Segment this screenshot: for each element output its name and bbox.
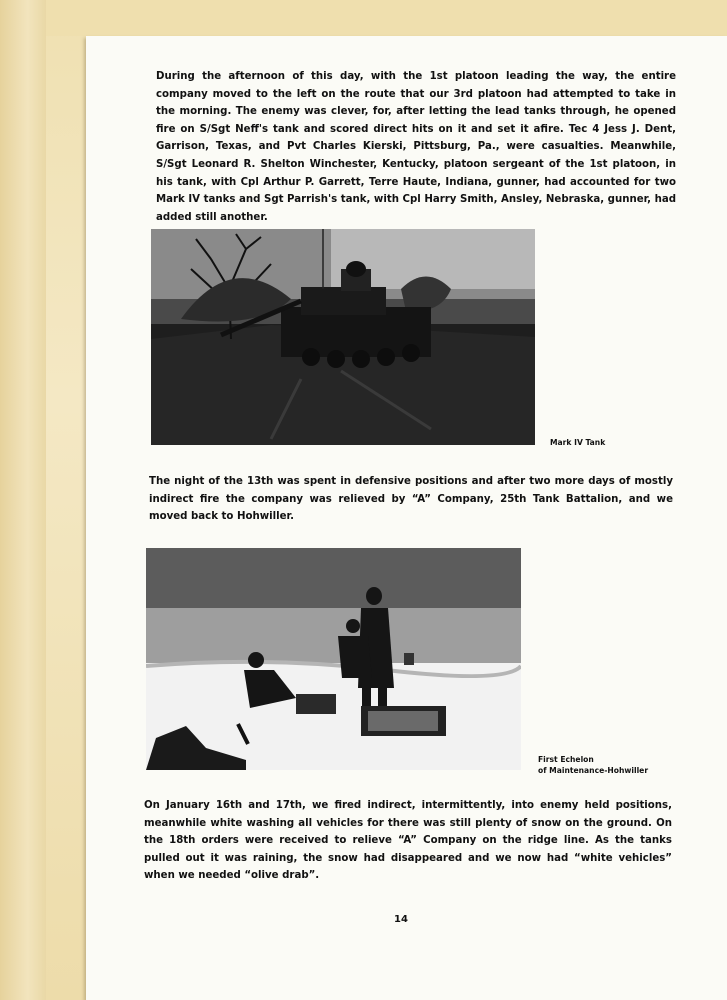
caption-first-echelon-line-1: First Echelon [538, 755, 594, 764]
page-top-strip [46, 0, 727, 36]
photo-first-echelon-maintenance [146, 548, 521, 770]
mark-iv-tank-illustration [151, 229, 535, 445]
paragraph-afternoon-attack: During the afternoon of this day, with the 1st platoon leading the way, the entire company moved to the left on the route that our 3rd platoon had attempted to take in the morning. The enemy was clever, for, after letting the lead tanks through, he opened fire on S/Sgt Neff's tank and scored direct hits on it and set it afire. Tec 4 Jess J. Dent, Garrison, Texas, and Pvt Charles Kierski, Pittsburg, Pa., were casualties. Meanwhile, S/Sgt Leonard R. Shelton Winchester, Kentucky, platoon sergeant of the 1st platoon, in his tank, with Cpl Arthur P. Garrett, Terre Haute, Indiana, gunner, had accounted for two Mark IV tanks and Sgt Parrish's tank, with Cpl Harry Smith, Ansley, Nebraska, gunner, had added still another. [156, 71, 676, 223]
page-number: 14 [394, 914, 408, 925]
binding-edge [0, 0, 46, 1000]
paragraph-defensive-positions: The night of the 13th was spent in defensive positions and after two more days of mostly indirect fire the company was relieved by “A” Company, 25th Tank Battalion, and we moved back to Hohwiller. [149, 476, 673, 523]
caption-first-echelon-line-2: of Maintenance-Hohwiller [538, 766, 649, 775]
caption-mark-iv-tank: Mark IV Tank [550, 438, 606, 447]
caption-first-echelon [538, 754, 648, 776]
paragraph-january-16-17: On January 16th and 17th, we fired indirect, intermittently, into enemy held positions, meanwhile white washing all vehicles for there was still plenty of snow on the ground. On the 18th orders were received to relieve “A” Company on the ridge line. As the tanks pulled out it was raining, the snow had disappeared and we now had “white vehicles” when we needed “olive drab”. [144, 800, 672, 882]
photo-mark-iv-tank [151, 229, 535, 445]
maintenance-crew-illustration [146, 548, 521, 770]
